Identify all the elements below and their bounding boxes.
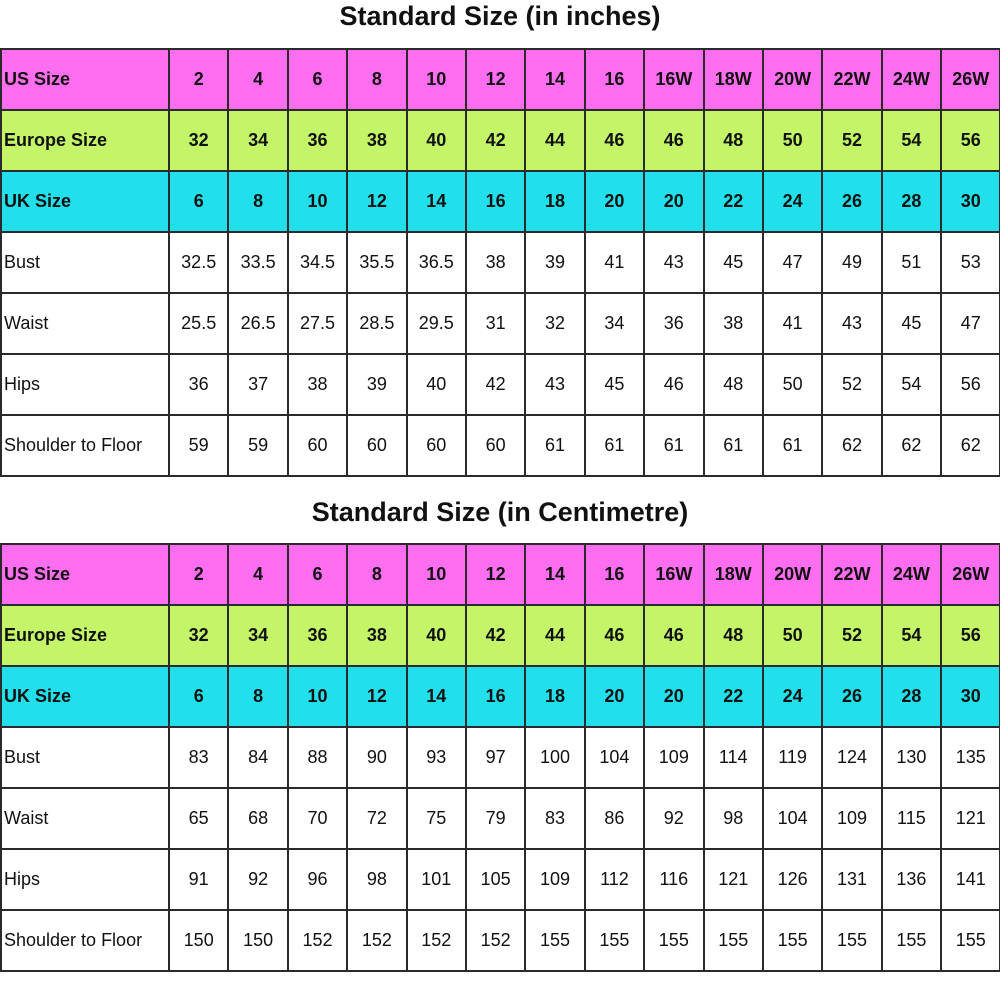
size-cell: 16 [585,544,644,605]
size-cell: 14 [407,666,466,727]
size-cell: 60 [347,415,406,476]
size-cell: 10 [288,666,347,727]
size-cell: 42 [466,605,525,666]
size-row-uk-size [1,666,1000,727]
size-cell: 50 [763,110,822,171]
size-cell: 54 [882,605,941,666]
size-cell: 30 [941,171,1000,232]
size-row-europe-size [1,110,1000,171]
size-row-europe-size [1,605,1000,666]
size-cell: 90 [347,727,406,788]
size-cell: 34 [228,110,287,171]
size-row-shoulder-to-floor [1,415,1000,476]
size-cell: 45 [585,354,644,415]
size-cell: 12 [347,666,406,727]
size-cell: 29.5 [407,293,466,354]
size-cell: 75 [407,788,466,849]
size-cell: 24W [882,49,941,110]
size-cell: 54 [882,110,941,171]
size-cell: 33.5 [228,232,287,293]
size-cell: 155 [525,910,584,971]
inches-table-title: Standard Size (in inches) [339,1,661,31]
size-cell: 60 [407,415,466,476]
size-cell: 62 [941,415,1000,476]
size-cell: 32 [169,605,228,666]
size-cell: 116 [644,849,703,910]
size-cell: 52 [822,605,881,666]
size-cell: 6 [288,49,347,110]
size-cell: 53 [941,232,1000,293]
size-cell: 34 [585,293,644,354]
size-cell: 48 [704,354,763,415]
size-cell: 152 [347,910,406,971]
size-row-hips [1,849,1000,910]
size-cell: 109 [644,727,703,788]
size-row-bust [1,727,1000,788]
size-cell: 36.5 [407,232,466,293]
size-cell: 32 [525,293,584,354]
row-label: Shoulder to Floor [1,910,169,971]
size-cell: 114 [704,727,763,788]
size-cell: 8 [228,666,287,727]
size-cell: 31 [466,293,525,354]
size-cell: 26 [822,171,881,232]
size-cell: 22 [704,171,763,232]
size-cell: 101 [407,849,466,910]
size-cell: 18W [704,49,763,110]
size-cell: 36 [288,605,347,666]
size-cell: 2 [169,49,228,110]
size-cell: 83 [169,727,228,788]
size-cell: 44 [525,110,584,171]
size-cell: 22W [822,49,881,110]
size-cell: 152 [288,910,347,971]
size-cell: 20 [644,666,703,727]
size-row-us-size [1,544,1000,605]
size-cell: 22 [704,666,763,727]
row-label: Shoulder to Floor [1,415,169,476]
size-cell: 38 [347,605,406,666]
size-cell: 109 [525,849,584,910]
size-cell: 104 [763,788,822,849]
size-cell: 91 [169,849,228,910]
size-row-waist [1,293,1000,354]
size-cell: 56 [941,110,1000,171]
size-cell: 92 [644,788,703,849]
size-cell: 131 [822,849,881,910]
inches-size-table [0,48,1000,477]
size-cell: 27.5 [288,293,347,354]
size-cell: 10 [288,171,347,232]
row-label: Waist [1,788,169,849]
size-cell: 93 [407,727,466,788]
size-cell: 40 [407,354,466,415]
size-cell: 34 [228,605,287,666]
size-cell: 48 [704,110,763,171]
row-label: UK Size [1,171,169,232]
size-cell: 32.5 [169,232,228,293]
size-cell: 97 [466,727,525,788]
size-row-waist [1,788,1000,849]
size-cell: 46 [585,605,644,666]
size-cell: 61 [644,415,703,476]
size-cell: 38 [347,110,406,171]
size-cell: 88 [288,727,347,788]
size-cell: 155 [704,910,763,971]
size-row-bust [1,232,1000,293]
size-cell: 47 [941,293,1000,354]
size-cell: 4 [228,49,287,110]
size-cell: 10 [407,49,466,110]
size-cell: 60 [288,415,347,476]
size-row-shoulder-to-floor [1,910,1000,971]
size-cell: 109 [822,788,881,849]
size-cell: 45 [704,232,763,293]
size-cell: 84 [228,727,287,788]
size-cell: 130 [882,727,941,788]
row-label: Hips [1,849,169,910]
size-row-uk-size [1,171,1000,232]
size-cell: 28.5 [347,293,406,354]
size-cell: 61 [585,415,644,476]
size-cell: 6 [169,171,228,232]
size-cell: 155 [941,910,1000,971]
size-cell: 16 [466,666,525,727]
size-cell: 39 [525,232,584,293]
size-cell: 135 [941,727,1000,788]
size-cell: 105 [466,849,525,910]
centimetre-table-title: Standard Size (in Centimetre) [311,497,689,527]
size-cell: 40 [407,110,466,171]
size-cell: 41 [585,232,644,293]
size-cell: 41 [763,293,822,354]
size-cell: 26W [941,49,1000,110]
size-cell: 39 [347,354,406,415]
size-cell: 59 [169,415,228,476]
size-cell: 124 [822,727,881,788]
size-cell: 155 [644,910,703,971]
size-cell: 8 [347,544,406,605]
size-cell: 18 [525,666,584,727]
size-cell: 155 [585,910,644,971]
row-label: Bust [1,232,169,293]
size-cell: 126 [763,849,822,910]
size-cell: 40 [407,605,466,666]
size-cell: 155 [763,910,822,971]
size-cell: 42 [466,110,525,171]
size-cell: 62 [882,415,941,476]
size-cell: 24W [882,544,941,605]
size-cell: 28 [882,666,941,727]
size-row-hips [1,354,1000,415]
size-cell: 6 [169,666,228,727]
size-cell: 26W [941,544,1000,605]
size-cell: 12 [466,49,525,110]
size-row-us-size [1,49,1000,110]
size-cell: 72 [347,788,406,849]
size-cell: 43 [525,354,584,415]
size-cell: 121 [941,788,1000,849]
size-cell: 61 [763,415,822,476]
size-cell: 20 [585,171,644,232]
size-cell: 56 [941,605,1000,666]
size-cell: 45 [882,293,941,354]
size-cell: 60 [466,415,525,476]
size-cell: 68 [228,788,287,849]
size-cell: 65 [169,788,228,849]
row-label: Europe Size [1,110,169,171]
size-cell: 26.5 [228,293,287,354]
size-cell: 49 [822,232,881,293]
size-cell: 25.5 [169,293,228,354]
size-cell: 8 [347,49,406,110]
row-label: UK Size [1,666,169,727]
size-cell: 100 [525,727,584,788]
size-cell: 36 [169,354,228,415]
size-cell: 6 [288,544,347,605]
size-cell: 136 [882,849,941,910]
size-cell: 42 [466,354,525,415]
size-cell: 36 [288,110,347,171]
size-cell: 16W [644,49,703,110]
row-label: Bust [1,727,169,788]
size-cell: 50 [763,354,822,415]
size-cell: 26 [822,666,881,727]
size-cell: 34.5 [288,232,347,293]
size-cell: 24 [763,171,822,232]
size-cell: 16W [644,544,703,605]
size-cell: 4 [228,544,287,605]
size-cell: 70 [288,788,347,849]
size-cell: 52 [822,354,881,415]
size-cell: 51 [882,232,941,293]
size-cell: 16 [585,49,644,110]
size-cell: 32 [169,110,228,171]
size-cell: 121 [704,849,763,910]
size-cell: 46 [644,605,703,666]
size-cell: 98 [704,788,763,849]
size-cell: 47 [763,232,822,293]
size-cell: 14 [407,171,466,232]
size-cell: 30 [941,666,1000,727]
size-cell: 119 [763,727,822,788]
size-cell: 48 [704,605,763,666]
size-cell: 152 [466,910,525,971]
size-cell: 61 [704,415,763,476]
size-cell: 44 [525,605,584,666]
size-cell: 59 [228,415,287,476]
size-cell: 104 [585,727,644,788]
size-cell: 112 [585,849,644,910]
size-cell: 28 [882,171,941,232]
size-cell: 83 [525,788,584,849]
size-cell: 14 [525,544,584,605]
size-cell: 115 [882,788,941,849]
size-cell: 38 [704,293,763,354]
size-cell: 54 [882,354,941,415]
size-cell: 62 [822,415,881,476]
size-cell: 37 [228,354,287,415]
size-cell: 79 [466,788,525,849]
size-cell: 46 [644,110,703,171]
row-label: US Size [1,544,169,605]
size-cell: 141 [941,849,1000,910]
row-label: Waist [1,293,169,354]
size-cell: 150 [169,910,228,971]
size-cell: 152 [407,910,466,971]
size-cell: 43 [644,232,703,293]
size-cell: 46 [585,110,644,171]
size-cell: 50 [763,605,822,666]
size-cell: 155 [822,910,881,971]
row-label: Europe Size [1,605,169,666]
size-cell: 43 [822,293,881,354]
size-cell: 38 [288,354,347,415]
size-cell: 18W [704,544,763,605]
size-cell: 46 [644,354,703,415]
size-cell: 22W [822,544,881,605]
size-cell: 16 [466,171,525,232]
size-cell: 14 [525,49,584,110]
size-cell: 96 [288,849,347,910]
size-cell: 18 [525,171,584,232]
size-cell: 2 [169,544,228,605]
row-label: Hips [1,354,169,415]
size-cell: 10 [407,544,466,605]
size-cell: 36 [644,293,703,354]
size-cell: 92 [228,849,287,910]
size-cell: 98 [347,849,406,910]
size-cell: 155 [882,910,941,971]
size-cell: 8 [228,171,287,232]
size-cell: 35.5 [347,232,406,293]
size-cell: 12 [347,171,406,232]
row-label: US Size [1,49,169,110]
size-cell: 52 [822,110,881,171]
size-cell: 86 [585,788,644,849]
size-cell: 150 [228,910,287,971]
size-cell: 20 [585,666,644,727]
size-cell: 38 [466,232,525,293]
size-cell: 56 [941,354,1000,415]
size-cell: 20W [763,49,822,110]
size-cell: 61 [525,415,584,476]
centimetre-size-table [0,543,1000,972]
size-cell: 12 [466,544,525,605]
size-cell: 20 [644,171,703,232]
size-cell: 20W [763,544,822,605]
size-cell: 24 [763,666,822,727]
